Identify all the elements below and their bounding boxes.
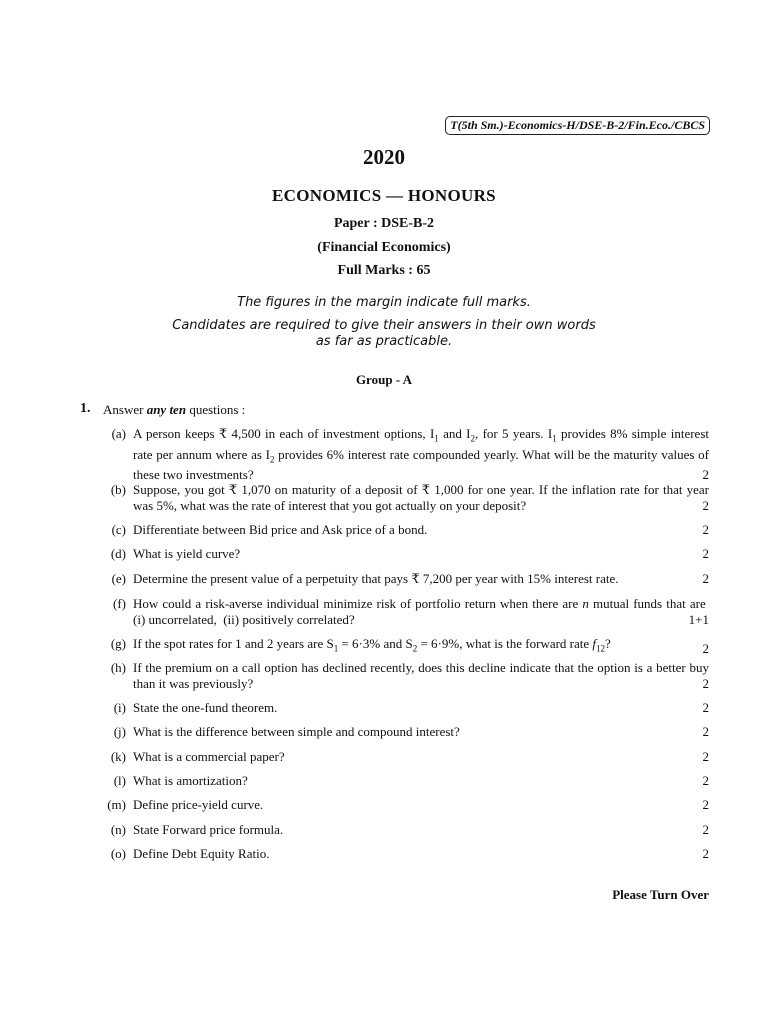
item-text: A person keeps ₹ 4,500 in each of investment options, $I_1$ and $I_2$, for 5 years. $I_1$ provides 8% simple interest rate per annum where as $I_2$ provides 6% interest rate compounded yearly. What will be the maturity values of these two investments? — [133, 426, 709, 483]
item-label: (i) — [113, 700, 126, 715]
item-label: (k) — [110, 749, 126, 764]
item-marks: 2 — [702, 846, 709, 861]
question-item-i — [96, 700, 709, 716]
question-item-g — [96, 636, 709, 657]
question-item-b — [96, 482, 709, 514]
question-suffix: questions : — [189, 402, 246, 417]
question-item-c — [96, 522, 709, 538]
group-heading: Group - A — [355, 372, 413, 387]
item-marks: 2 — [702, 822, 709, 837]
instruction-marks: The figures in the margin indicate full marks. — [237, 295, 531, 310]
item-label: (o) — [110, 846, 126, 861]
please-turn-over: Please Turn Over — [612, 887, 709, 902]
item-label: (n) — [110, 822, 126, 837]
question-item-j — [96, 724, 709, 740]
item-marks: 2 — [702, 467, 709, 483]
item-label: (d) — [110, 546, 126, 561]
question-item-n — [96, 822, 709, 838]
question-item-e — [96, 571, 709, 587]
paper-name: Paper : DSE-B-2 — [333, 216, 435, 231]
item-text: State the one-fund theorem. — [133, 700, 278, 715]
question-item-o — [96, 846, 709, 862]
item-text: Define Debt Equity Ratio. — [133, 846, 270, 861]
question-prefix: Answer — [103, 402, 144, 417]
item-label: (e) — [111, 571, 126, 586]
question-item-k — [96, 749, 709, 765]
item-text: Define price-yield curve. — [133, 797, 264, 812]
item-marks: 2 — [702, 640, 709, 656]
question-item-a — [96, 426, 709, 483]
item-text: How could a risk-averse individual minimize risk of portfolio return when there are n mutual funds that are (i) uncorrelated, (ii) positively correlated? — [133, 596, 709, 627]
question-item-f — [96, 596, 709, 628]
item-label: (f) — [113, 596, 126, 611]
item-marks: 2 — [702, 522, 709, 537]
item-marks: 2 — [702, 676, 709, 691]
item-marks: 2 — [702, 546, 709, 561]
item-text: What is the difference between simple and compound interest? — [133, 724, 460, 739]
full-marks: Full Marks : 65 — [337, 263, 431, 278]
item-text: If the premium on a call option has declined recently, does this decline indicate that the option is a better buy than it was previously? — [133, 660, 709, 691]
instruction-own-words — [0, 318, 768, 350]
item-marks: 2 — [702, 724, 709, 739]
item-marks: 2 — [702, 773, 709, 788]
item-marks: 2 — [702, 749, 709, 764]
item-text: State Forward price formula. — [133, 822, 284, 837]
item-text: What is a commercial paper? — [133, 749, 285, 764]
item-text: If the spot rates for 1 and 2 years are $S_1 = 6\cdot 3\%$ and $S_2 = 6\cdot 9\%$, what is the forward rate $f_{12}$? — [133, 636, 611, 654]
item-marks: 2 — [702, 498, 709, 513]
item-marks: 1+1 — [688, 612, 709, 627]
instruction-line-2: as far as practicable. — [315, 334, 453, 349]
subject-title: ECONOMICS — HONOURS — [272, 186, 496, 205]
item-marks: 2 — [702, 571, 709, 586]
question-item-m — [96, 797, 709, 813]
question-instruction — [103, 402, 245, 418]
paper-title: (Financial Economics) — [317, 240, 451, 255]
question-item-h — [96, 660, 709, 692]
question-number: 1. — [80, 401, 91, 416]
paper-code: T(5th Sm.)-Economics-H/DSE-B-2/Fin.Eco./CBCS — [445, 116, 710, 135]
item-label: (g) — [110, 636, 126, 651]
item-text: Determine the present value of a perpetuity that pays ₹ 7,200 per year with 15% interest rate. — [133, 571, 619, 586]
question-item-l — [96, 773, 709, 789]
question-item-d — [96, 546, 709, 562]
item-text: What is amortization? — [133, 773, 248, 788]
item-marks: 2 — [702, 797, 709, 812]
item-label: (m) — [107, 797, 126, 812]
instruction-line-1: Candidates are required to give their answers in their own words — [172, 318, 596, 333]
item-label: (a) — [111, 426, 126, 441]
exam-year: 2020 — [363, 145, 405, 169]
item-label: (l) — [113, 773, 126, 788]
item-label: (j) — [113, 724, 126, 739]
item-text: What is yield curve? — [133, 546, 241, 561]
item-label: (b) — [110, 482, 126, 497]
item-text: Differentiate between Bid price and Ask price of a bond. — [133, 522, 428, 537]
item-text: Suppose, you got ₹ 1,070 on maturity of a deposit of ₹ 1,000 for one year. If the inflation rate for that year was 5%, what was the rate of interest that you got actually on your deposit? — [133, 482, 709, 513]
item-marks: 2 — [702, 700, 709, 715]
question-emphasis: any ten — [146, 402, 187, 417]
item-label: (h) — [110, 660, 126, 675]
item-label: (c) — [111, 522, 126, 537]
